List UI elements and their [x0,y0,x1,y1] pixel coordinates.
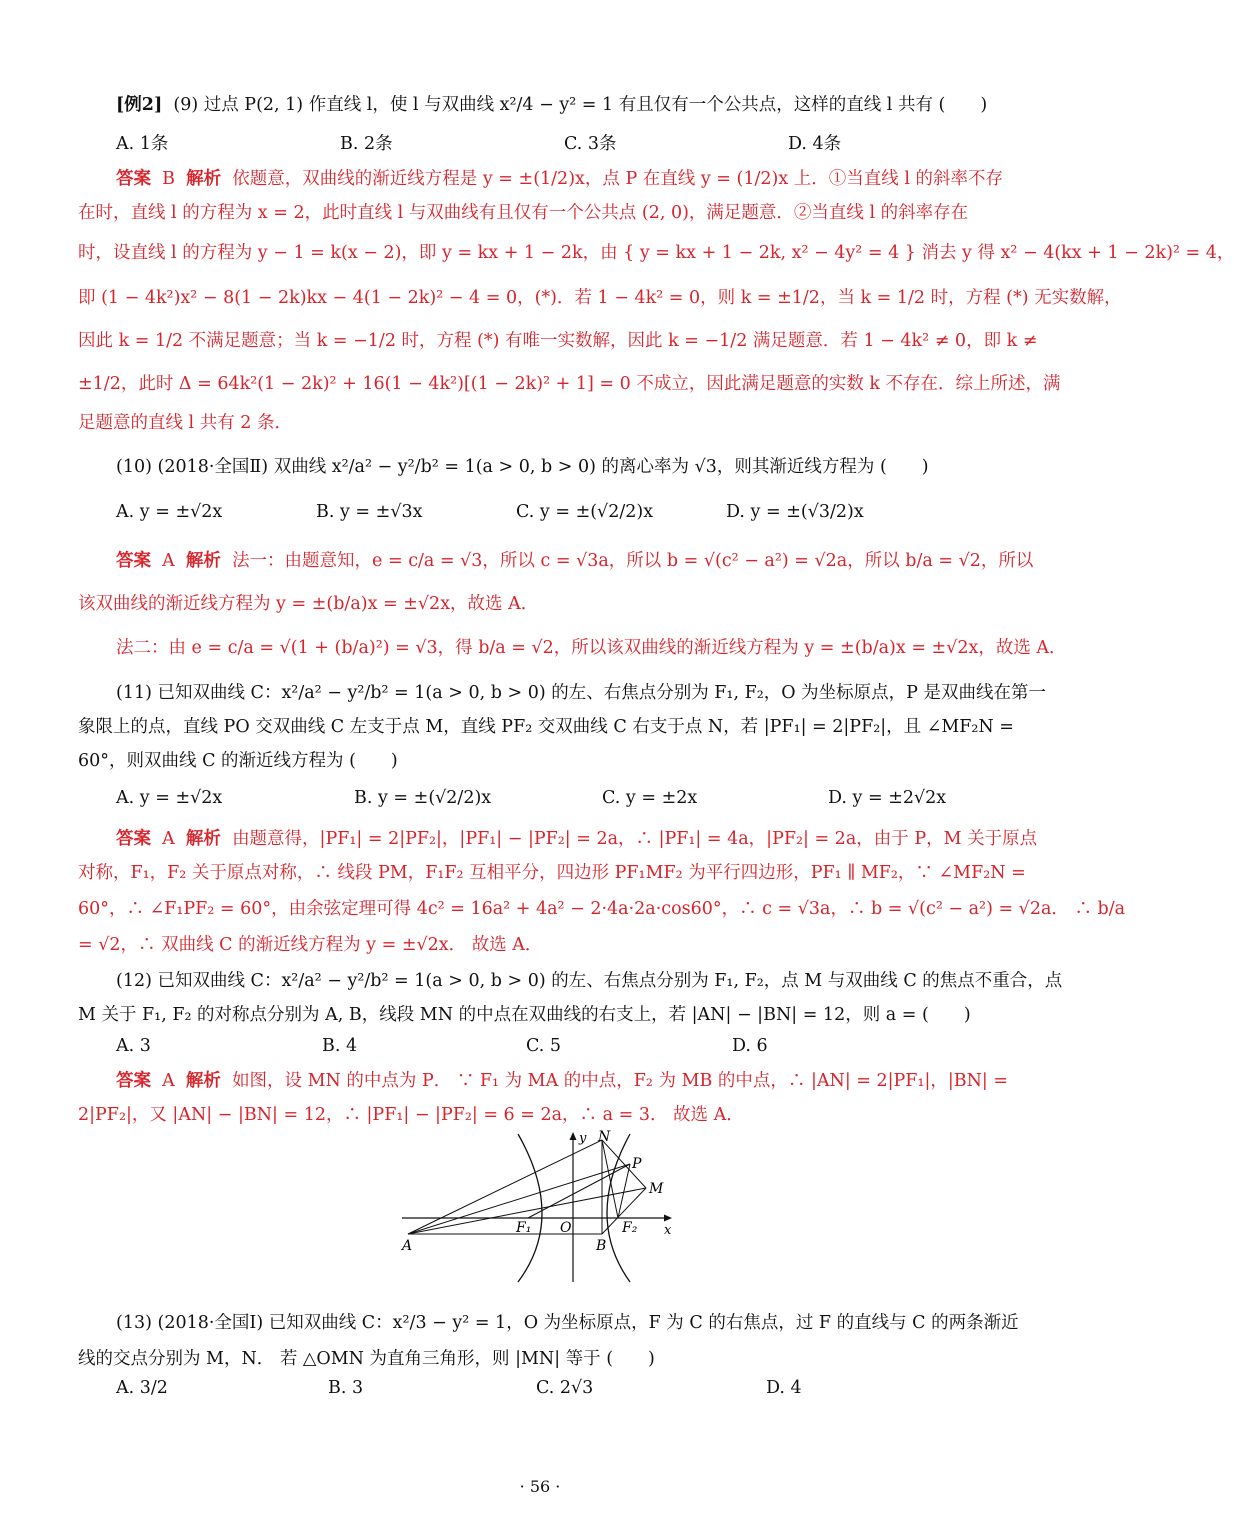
solution-line: 时，设直线 l 的方程为 y − 1 = k(x − 2)，即 y = kx + 1 − 2k，由 { y = kx + 1 − 2k, x² − 4y² = 4 } 消去 y 得 x² − 4(kx + 1 − 2k)² = 4， [78,243,1234,263]
question-11 [78,676,1046,778]
question-10-options [116,502,996,532]
option-a: A. 3 [116,1036,151,1056]
page-number: · 56 · [519,1477,561,1496]
label-x: x [664,1223,672,1238]
question-11-stem: (11) 已知双曲线 C：x²/a² − y²/b² = 1(a > 0, b > 0) 的左、右焦点分别为 F₁, F₂，O 为坐标原点，P 是双曲线在第一 [116,683,1046,703]
answer-value: A [162,1071,175,1091]
hyperbola-figure [398,1126,688,1286]
question-9-stem: [例2] (9) 过点 P(2, 1) 作直线 l，使 l 与双曲线 x²/4 − y² = 1 有且仅有一个公共点，这样的直线 l 共有 ( ) [116,95,988,115]
segment-N-F2 [602,1140,618,1218]
option-a: A. 1条 [116,134,169,154]
solution-line: 即 (1 − 4k²)x² − 8(1 − 2k)kx − 4(1 − 2k)² − 4 = 0，(*)．若 1 − 4k² = 0，则 k = ±1/2，当 k = 1/2 时，方程 (*) 无实数解， [78,288,1122,308]
question-12-stem: M 关于 F₁, F₂ 的对称点分别为 A, B，线段 MN 的中点在双曲线的右支上，若 |AN| − |BN| = 12，则 a = ( ) [78,1005,971,1025]
question-11-stem: 象限上的点，直线 PO 交双曲线 C 左支于点 M，直线 PF₂ 交双曲线 C 右支于点 N，若 |PF₁| = 2|PF₂|，且 ∠MF₂N = [78,717,1014,737]
analysis-label: 解析 [185,829,221,849]
question-13-options [116,1378,996,1408]
question-11-solution [78,822,1126,962]
option-c: C. y = ±2x [602,788,698,808]
answer-label: 答案 [116,551,151,571]
option-a: A. y = ±√2x [116,788,223,808]
example-tag: [例2] [116,95,163,115]
answer-value: A [162,551,175,571]
label-B: B [596,1238,607,1254]
option-c: C. 5 [526,1036,562,1056]
solution-line: 在时，直线 l 的方程为 x = 2，此时直线 l 与双曲线有且仅有一个公共点 (2, 0)，满足题意．②当直线 l 的斜率存在 [78,203,969,223]
option-a: A. y = ±√2x [116,502,223,522]
analysis-label: 解析 [185,1071,221,1091]
label-A: A [402,1238,413,1254]
label-F2: F₂ [622,1220,638,1236]
question-9-solution [78,162,1234,440]
option-d: D. y = ±(√3/2)x [726,502,864,522]
option-b: B. 3 [328,1378,364,1398]
solution-line: 因此 k = 1/2 不满足题意；当 k = −1/2 时，方程 (*) 有唯一实数解，因此 k = −1/2 满足题意．若 1 − 4k² ≠ 0，即 k ≠ [78,331,1038,351]
option-d: D. 4条 [788,134,842,154]
option-a: A. 3/2 [116,1378,168,1398]
solution-line: 答案 A 解析 如图，设 MN 的中点为 P． ∵ F₁ 为 MA 的中点，F₂ 为 MB 的中点，∴ |AN| = 2|PF₁|，|BN| = [116,1071,1009,1091]
label-N: N [598,1129,611,1145]
option-b: B. y = ±(√2/2)x [354,788,492,808]
question-10-stem: (10) (2018·全国Ⅱ) 双曲线 x²/a² − y²/b² = 1(a > 0, b > 0) 的离心率为 √3，则其渐近线方程为 ( ) [116,457,929,477]
question-10-solution [78,540,1067,670]
analysis-label: 解析 [186,169,222,189]
label-P: P [632,1156,642,1172]
label-y: y [579,1131,587,1146]
option-d: D. y = ±2√2x [828,788,947,808]
answer-label: 答案 [116,829,151,849]
question-9 [78,88,1004,122]
analysis-label: 解析 [185,551,221,571]
answer-value: B [162,169,176,189]
solution-line: 对称，F₁，F₂ 关于原点对称，∴ 线段 PM，F₁F₂ 互相平分，四边形 PF₁MF₂ 为平行四边形，PF₁ ∥ MF₂，∵ ∠MF₂N = [78,863,1026,883]
x-axis-arrow [664,1215,672,1222]
option-c: C. 3条 [564,134,617,154]
solution-line: 答案 A 解析 法一：由题意知，e = c/a = √3，所以 c = √3a，所以 b = √(c² − a²) = √2a，所以 b/a = √2，所以 [116,551,1034,571]
option-b: B. 4 [322,1036,358,1056]
question-13 [78,1304,1019,1376]
question-12-solution [78,1064,1009,1132]
question-12-stem: (12) 已知双曲线 C：x²/a² − y²/b² = 1(a > 0, b > 0) 的左、右焦点分别为 F₁, F₂，点 M 与双曲线 C 的焦点不重合，点 [116,971,1063,991]
question-13-stem: 线的交点分别为 M，N． 若 △OMN 为直角三角形，则 |MN| 等于 ( ) [78,1349,655,1369]
option-c: C. 2√3 [536,1378,594,1398]
question-10 [78,450,1004,484]
question-9-options [116,130,996,160]
solution-line: 2|PF₂|，又 |AN| − |BN| = 12，∴ |PF₁| − |PF₂| = 6 = 2a，∴ a = 3． 故选 A． [78,1105,744,1125]
option-d: D. 4 [766,1378,802,1398]
solution-line: 该双曲线的渐近线方程为 y = ±(b/a)x = ±√2x，故选 A． [78,594,539,614]
solution-line: ±1/2，此时 Δ = 64k²(1 − 2k)² + 16(1 − 4k²)[(1 − 2k)² + 1] = 0 不成立，因此满足题意的实数 k 不存在．综上所述，满 [78,374,1061,394]
solution-line: 60°，∴ ∠F₁PF₂ = 60°，由余弦定理可得 4c² = 16a² + 4a² − 2·4a·2a·cos60°，∴ c = √3a，∴ b = √(c² − a²) = √2a． ∴ b/a [78,899,1126,919]
solution-line: 法二：由 e = c/a = √(1 + (b/a)²) = √3，得 b/a = √2，所以该双曲线的渐近线方程为 y = ±(b/a)x = ±√2x，故选 A． [116,638,1067,658]
question-11-stem: 60°，则双曲线 C 的渐近线方程为 ( ) [78,751,398,771]
question-12-options [116,1036,996,1066]
solution-line: 足题意的直线 l 共有 2 条． [78,413,292,433]
question-11-options [116,788,996,818]
label-F1: F₁ [516,1220,532,1236]
option-c: C. y = ±(√2/2)x [516,502,654,522]
option-b: B. y = ±√3x [316,502,423,522]
option-b: B. 2条 [340,134,393,154]
solution-line: = √2，∴ 双曲线 C 的渐近线方程为 y = ±√2x． 故选 A． [78,935,543,955]
solution-line: 答案 B 解析 依题意，双曲线的渐近线方程是 y = ±(1/2)x，点 P 在直线 y = (1/2)x 上．①当直线 l 的斜率不存 [116,169,1003,189]
answer-label: 答案 [116,1071,151,1091]
option-d: D. 6 [732,1036,768,1056]
label-O: O [560,1220,572,1236]
answer-label: 答案 [116,169,151,189]
solution-line: 答案 A 解析 由题意得，|PF₁| = 2|PF₂|，|PF₁| − |PF₂| = 2a，∴ |PF₁| = 4a，|PF₂| = 2a，由于 P，M 关于原点 [116,829,1038,849]
question-13-stem: (13) (2018·全国Ⅰ) 已知双曲线 C：x²/3 − y² = 1，O 为坐标原点，F 为 C 的右焦点，过 F 的直线与 C 的两条渐近 [116,1313,1019,1333]
hyperbola-left-branch [518,1134,542,1282]
question-12 [78,964,1063,1032]
label-M: M [649,1181,664,1197]
y-axis-arrow [570,1132,577,1140]
answer-value: A [162,829,175,849]
